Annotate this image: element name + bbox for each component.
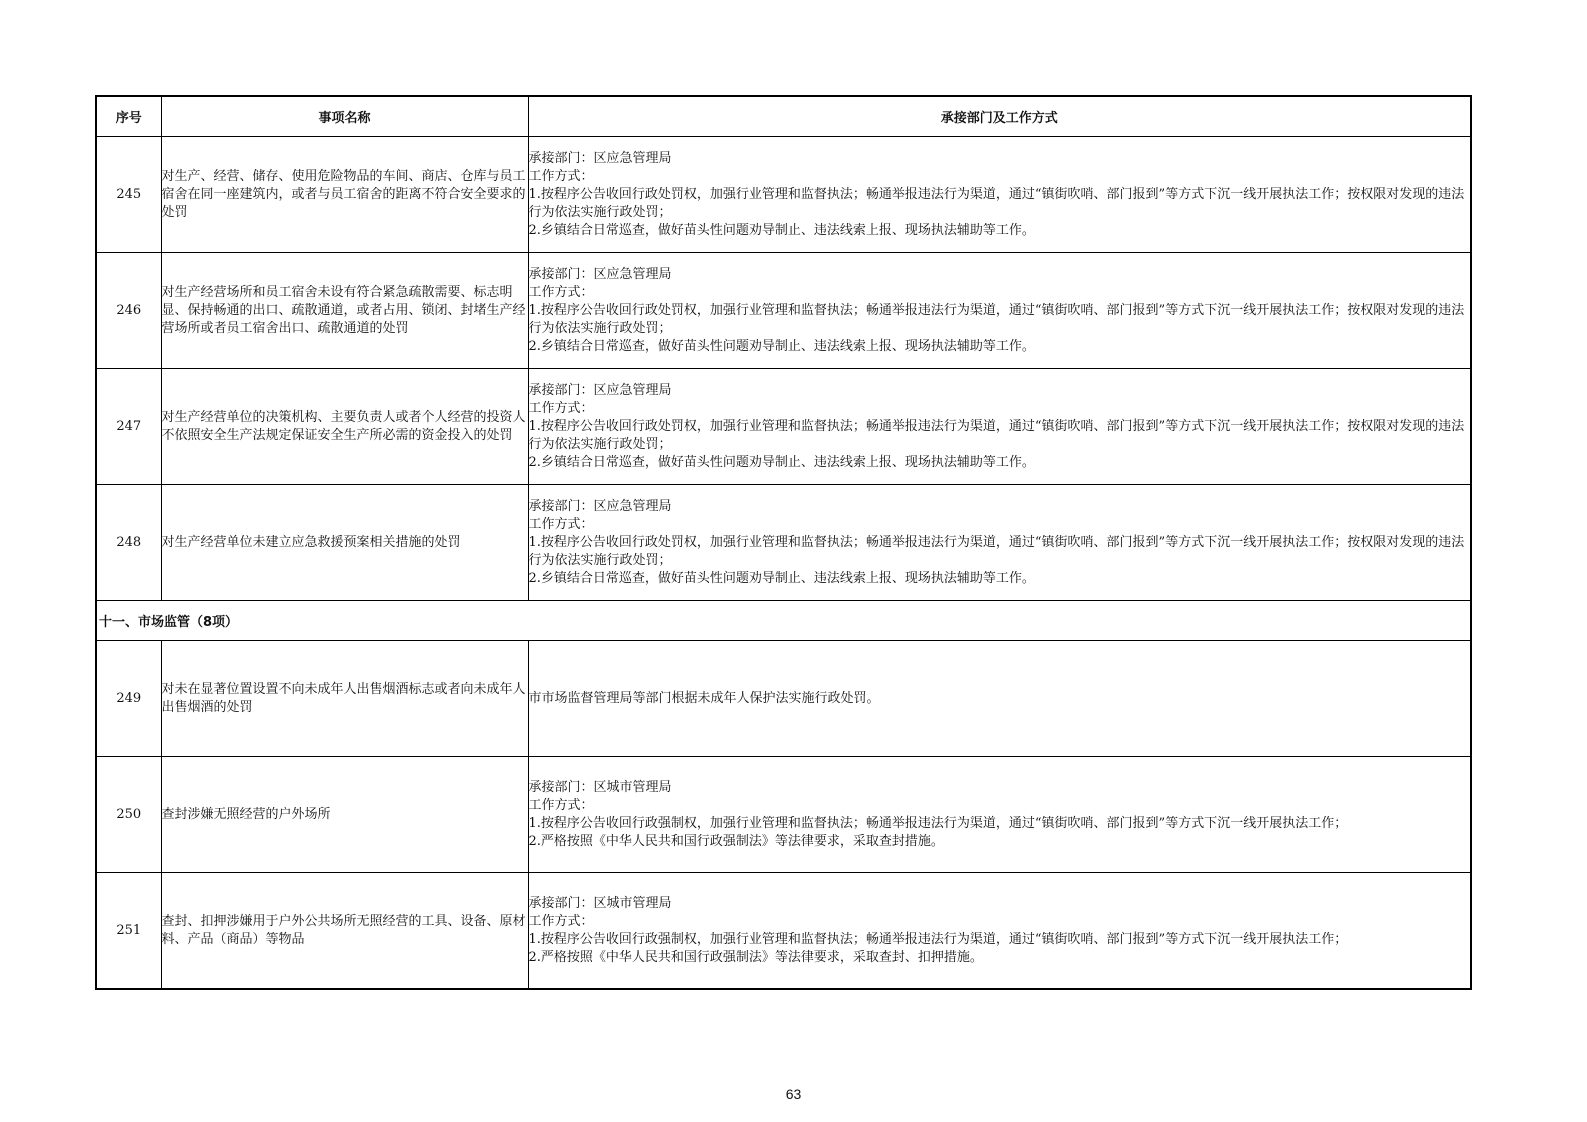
table-row — [96, 641, 1471, 757]
method-line: 1.按程序公告收回行政处罚权，加强行业管理和监督执法；畅通举报违法行为渠道，通过“镇街吹哨、部门报到”等方式下沉一线开展执法工作；按权限对发现的违法行为依法实施行政处罚； — [528, 534, 1465, 568]
item-number: 246 — [96, 253, 161, 369]
method-line: 承接部门：区应急管理局 — [528, 382, 672, 398]
header-num: 序号 — [96, 96, 161, 137]
method-line: 1.按程序公告收回行政处罚权，加强行业管理和监督执法；畅通举报违法行为渠道，通过“镇街吹哨、部门报到”等方式下沉一线开展执法工作；按权限对发现的违法行为依法实施行政处罚； — [528, 302, 1465, 336]
method-line: 工作方式： — [528, 913, 594, 929]
method-line: 2.乡镇结合日常巡查，做好苗头性问题劝导制止、违法线索上报、现场执法辅助等工作。 — [528, 454, 1035, 470]
header-name: 事项名称 — [161, 96, 528, 137]
method-line: 工作方式： — [528, 516, 594, 532]
method-line: 2.严格按照《中华人民共和国行政强制法》等法律要求，采取查封、扣押措施。 — [528, 949, 983, 965]
item-department-method — [528, 873, 1471, 990]
method-line: 市市场监督管理局等部门根据未成年人保护法实施行政处罚。 — [528, 690, 880, 706]
item-department-method — [528, 757, 1471, 873]
item-name: 对生产经营单位的决策机构、主要负责人或者个人经营的投资人不依照安全生产法规定保证安全生产所必需的资金投入的处罚 — [161, 369, 528, 485]
table-row — [96, 253, 1471, 369]
table-row — [96, 137, 1471, 253]
section-row — [96, 601, 1471, 641]
method-line: 承接部门：区城市管理局 — [528, 895, 672, 911]
method-line: 2.严格按照《中华人民共和国行政强制法》等法律要求，采取查封措施。 — [528, 833, 944, 849]
item-name: 查封涉嫌无照经营的户外场所 — [161, 757, 528, 873]
method-line: 2.乡镇结合日常巡查，做好苗头性问题劝导制止、违法线索上报、现场执法辅助等工作。 — [528, 338, 1035, 354]
document-sheet — [95, 95, 1470, 990]
method-line: 工作方式： — [528, 284, 594, 300]
table-row — [96, 757, 1471, 873]
method-line: 承接部门：区应急管理局 — [528, 266, 672, 282]
table-row — [96, 485, 1471, 601]
header-dept: 承接部门及工作方式 — [528, 96, 1471, 137]
item-department-method — [528, 485, 1471, 601]
method-line: 1.按程序公告收回行政处罚权，加强行业管理和监督执法；畅通举报违法行为渠道，通过“镇街吹哨、部门报到”等方式下沉一线开展执法工作；按权限对发现的违法行为依法实施行政处罚； — [528, 418, 1465, 452]
method-line: 承接部门：区城市管理局 — [528, 779, 672, 795]
method-line: 1.按程序公告收回行政强制权，加强行业管理和监督执法；畅通举报违法行为渠道，通过“镇街吹哨、部门报到”等方式下沉一线开展执法工作； — [528, 815, 1348, 831]
item-number: 250 — [96, 757, 161, 873]
table-row — [96, 873, 1471, 990]
item-number: 249 — [96, 641, 161, 757]
table-header-row — [96, 96, 1471, 137]
item-name: 对未在显著位置设置不向未成年人出售烟酒标志或者向未成年人出售烟酒的处罚 — [161, 641, 528, 757]
item-name: 对生产经营单位未建立应急救援预案相关措施的处罚 — [161, 485, 528, 601]
page-number: 63 — [785, 1086, 802, 1102]
item-department-method — [528, 641, 1471, 757]
method-line: 1.按程序公告收回行政处罚权，加强行业管理和监督执法；畅通举报违法行为渠道，通过“镇街吹哨、部门报到”等方式下沉一线开展执法工作；按权限对发现的违法行为依法实施行政处罚； — [528, 186, 1465, 220]
method-line: 承接部门：区应急管理局 — [528, 150, 672, 166]
method-line: 承接部门：区应急管理局 — [528, 498, 672, 514]
table-body — [96, 137, 1471, 990]
method-line: 2.乡镇结合日常巡查，做好苗头性问题劝导制止、违法线索上报、现场执法辅助等工作。 — [528, 222, 1035, 238]
method-line: 工作方式： — [528, 168, 594, 184]
method-line: 工作方式： — [528, 400, 594, 416]
item-name: 查封、扣押涉嫌用于户外公共场所无照经营的工具、设备、原材料、产品（商品）等物品 — [161, 873, 528, 990]
item-number: 248 — [96, 485, 161, 601]
item-name: 对生产经营场所和员工宿舍未设有符合紧急疏散需要、标志明显、保持畅通的出口、疏散通道，或者占用、锁闭、封堵生产经营场所或者员工宿舍出口、疏散通道的处罚 — [161, 253, 528, 369]
method-line: 2.乡镇结合日常巡查，做好苗头性问题劝导制止、违法线索上报、现场执法辅助等工作。 — [528, 570, 1035, 586]
item-department-method — [528, 369, 1471, 485]
method-line: 工作方式： — [528, 797, 594, 813]
item-name: 对生产、经营、储存、使用危险物品的车间、商店、仓库与员工宿舍在同一座建筑内，或者与员工宿舍的距离不符合安全要求的处罚 — [161, 137, 528, 253]
item-number: 247 — [96, 369, 161, 485]
item-number: 245 — [96, 137, 161, 253]
table-row — [96, 369, 1471, 485]
item-department-method — [528, 137, 1471, 253]
section-title: 十一、市场监管（8项） — [96, 601, 1471, 641]
items-table — [95, 95, 1472, 990]
item-number: 251 — [96, 873, 161, 990]
method-line: 1.按程序公告收回行政强制权，加强行业管理和监督执法；畅通举报违法行为渠道，通过“镇街吹哨、部门报到”等方式下沉一线开展执法工作； — [528, 931, 1348, 947]
item-department-method — [528, 253, 1471, 369]
